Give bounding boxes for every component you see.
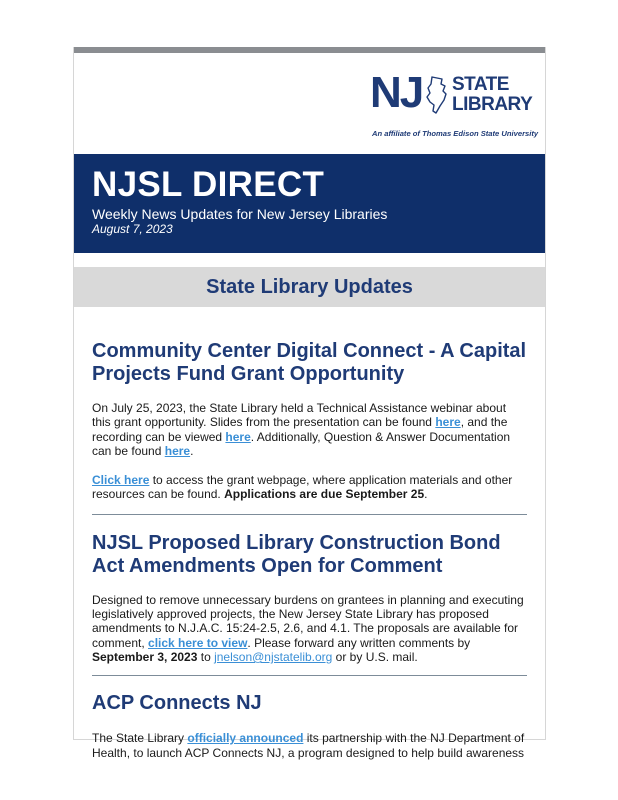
newsletter-title: NJSL DIRECT xyxy=(92,165,325,204)
article-title: NJSL Proposed Library Construction Bond Act Amendments Open for Comment xyxy=(92,531,501,577)
section-heading: State Library Updates xyxy=(74,267,545,307)
logo-initials: NJ xyxy=(370,68,423,117)
logo-line-state: STATE xyxy=(452,74,509,95)
slides-link[interactable]: here xyxy=(435,415,461,430)
article-title: ACP Connects NJ xyxy=(92,692,262,715)
article-paragraph: On July 25, 2023, the State Library held a Technical Assistance webinar about this grant opportunity. Slides from the presentation can be found here, and the recording can be viewed here. Additionally, Question & Answer Documentation can be found here. xyxy=(92,401,511,458)
grant-webpage-link[interactable]: Click here xyxy=(92,473,150,488)
article-paragraph: The State Library officially announced its partnership with the NJ Department of Health, to launch ACP Connects NJ, a program designed to help build awareness xyxy=(92,731,525,760)
new-jersey-map-icon xyxy=(424,75,450,115)
logo-affiliate-text: An affiliate of Thomas Edison State University xyxy=(372,129,539,138)
nj-state-library-logo[interactable] xyxy=(370,65,539,145)
comment-deadline: September 3, 2023 xyxy=(92,649,198,664)
newsletter-frame xyxy=(73,47,546,760)
divider xyxy=(92,514,527,515)
recording-link[interactable]: here xyxy=(225,429,251,444)
newsletter-date: August 7, 2023 xyxy=(92,222,173,236)
announcement-link[interactable]: officially announced xyxy=(187,731,304,746)
article-bond-act xyxy=(92,532,527,664)
article-paragraph: Designed to remove unnecessary burdens on grantees in planning and executing legislatively approved projects, the New Jersey State Library has proposed amendments to N.J.A.C. 15:24-2.5, 2.6, and 4.1. The proposals are available for comment, click here to view. Please forward any written comments by September 3, 2023 to jnelson@njstatelib.org or by U.S. mail. xyxy=(92,592,524,664)
email-link[interactable]: jnelson@njstatelib.org xyxy=(214,649,333,664)
logo-area xyxy=(74,53,545,154)
header-banner xyxy=(74,154,545,253)
article-paragraph: Click here to access the grant webpage, where application materials and other resources can be found. Applications are due September 25. xyxy=(92,473,513,502)
article-acp-connects xyxy=(92,692,527,760)
article-community-center xyxy=(92,340,527,502)
newsletter-subtitle: Weekly News Updates for New Jersey Libraries xyxy=(92,206,388,222)
logo-wordmark xyxy=(452,75,532,115)
deadline-text: Applications are due September 25 xyxy=(224,487,425,502)
divider xyxy=(92,675,527,676)
article-title: Community Center Digital Connect - A Capital Projects Fund Grant Opportunity xyxy=(92,340,527,385)
view-proposal-link[interactable]: click here to view xyxy=(148,635,248,650)
content-area xyxy=(74,340,545,760)
logo-line-library: LIBRARY xyxy=(452,94,533,115)
qa-documentation-link[interactable]: here xyxy=(164,443,191,458)
